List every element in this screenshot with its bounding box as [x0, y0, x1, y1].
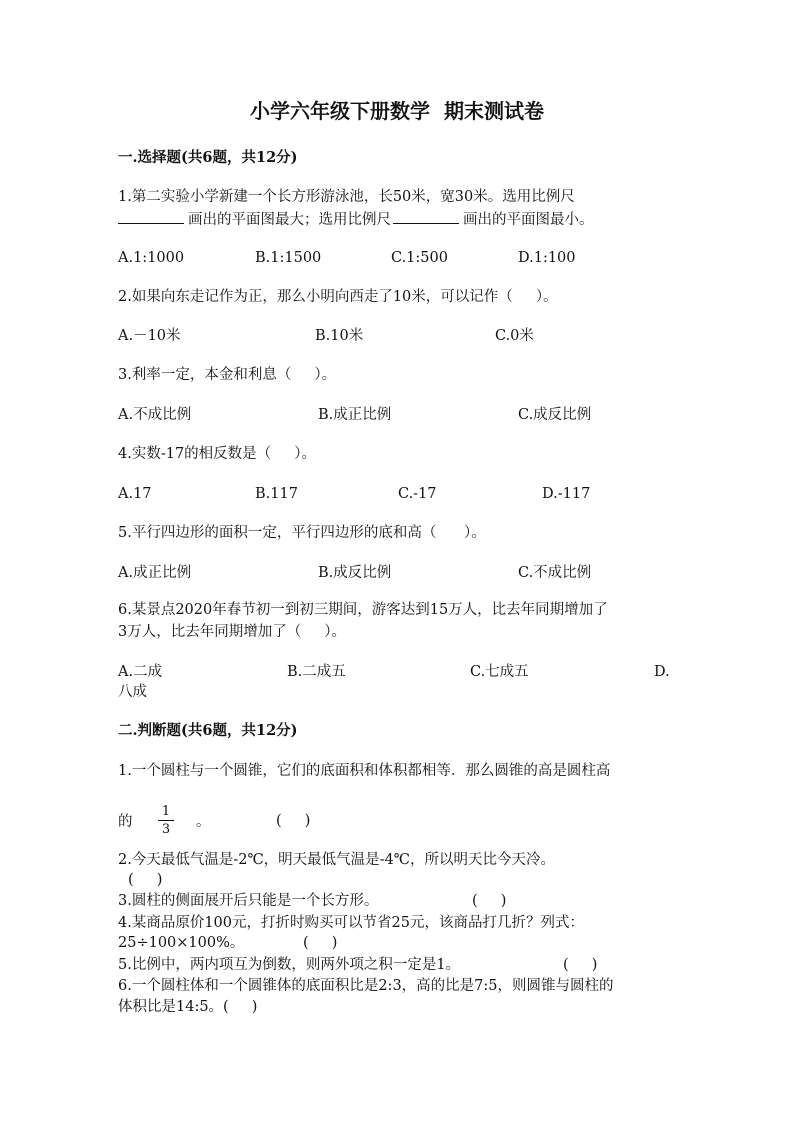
option-d-continued[interactable]: 八成 [118, 684, 147, 700]
judge-6-line1: 6.一个圆柱体和一个圆锥体的底面积比是2:3，高的比是7:5，则圆锥与圆柱的 [118, 978, 614, 994]
option-d[interactable]: D.1:100 [518, 250, 576, 266]
page-title: 小学六年级下册数学 期末测试卷 [250, 99, 544, 123]
option-b[interactable]: B.成正比例 [318, 407, 392, 423]
judge-5-bracket[interactable]: ( ) [563, 957, 598, 973]
question-6-line2: 3万人，比去年同期增加了（ ）。 [118, 624, 347, 640]
option-a[interactable]: A.1:1000 [118, 250, 185, 266]
option-c[interactable]: C.成反比例 [518, 407, 592, 423]
option-d[interactable]: D.-117 [542, 486, 591, 502]
question-2: 2.如果向东走记作为正，那么小明向西走了10米，可以记作（ ）。 [118, 289, 558, 305]
option-b[interactable]: B.成反比例 [318, 565, 392, 581]
question-1-end: 画出的平面图最小。 [463, 212, 594, 228]
option-a[interactable]: A.成正比例 [118, 565, 192, 581]
judge-4-line1: 4.某商品原价100元，打折时购买可以节省25元，该商品打几折？列式： [118, 915, 584, 931]
option-c[interactable]: C.-17 [398, 486, 437, 502]
option-b[interactable]: B.117 [255, 486, 298, 502]
judge-2-line1: 2.今天最低气温是-2℃，明天最低气温是-4℃，所以明天比今天冷。 [118, 852, 556, 868]
option-a[interactable]: A.17 [118, 486, 152, 502]
fraction-numerator: 1 [161, 804, 171, 819]
option-a[interactable]: A.二成 [118, 664, 163, 680]
judge-2-bracket[interactable]: ( ) [128, 872, 163, 888]
judge-3: 3.圆柱的侧面展开后只能是一个长方形。 [118, 893, 379, 909]
option-b[interactable]: B.二成五 [287, 664, 346, 680]
option-c[interactable]: C.1:500 [391, 250, 448, 266]
option-c[interactable]: C.七成五 [470, 664, 529, 680]
judge-5: 5.比例中，两内项互为倒数，则两外项之积一定是1。 [118, 957, 461, 973]
option-d[interactable]: D. [654, 664, 670, 680]
question-1-mid: 画出的平面图最大；选用比例尺 [188, 212, 391, 228]
judge-1-suffix: 。 [196, 814, 211, 830]
question-1-line2 [118, 209, 594, 230]
question-4: 4.实数-17的相反数是（ ）。 [118, 446, 316, 462]
option-c[interactable]: C.不成比例 [518, 565, 592, 581]
judge-4-line2: 25÷100×100%。 [118, 935, 245, 951]
option-a[interactable]: A.不成比例 [118, 407, 192, 423]
judge-1-prefix: 的 [118, 814, 133, 830]
question-3: 3.利率一定，本金和利息（ ）。 [118, 367, 337, 383]
section-heading-judgement: 二.判断题(共6题，共12分) [118, 722, 298, 739]
option-b[interactable]: B.1:1500 [255, 250, 322, 266]
section-heading-choice: 一.选择题(共6题，共12分) [118, 149, 298, 166]
option-b[interactable]: B.10米 [315, 328, 364, 344]
answer-blank[interactable] [393, 209, 459, 224]
question-5: 5.平行四边形的面积一定，平行四边形的底和高（ ）。 [118, 525, 486, 541]
answer-blank[interactable] [118, 209, 184, 224]
option-a[interactable]: A.－10米 [118, 328, 181, 344]
judge-6-line2: 体积比是14:5。( ) [118, 999, 258, 1015]
fraction-denominator: 3 [161, 822, 171, 837]
judge-1-bracket[interactable]: ( ) [276, 813, 311, 829]
judge-3-bracket[interactable]: ( ) [472, 893, 507, 909]
judge-1-line1: 1.一个圆柱与一个圆锥，它们的底面积和体积都相等．那么圆锥的高是圆柱高 [118, 763, 611, 779]
question-6-line1: 6.某景点2020年春节初一到初三期间，游客达到15万人，比去年同期增加了 [118, 602, 608, 618]
fraction-one-third [158, 804, 174, 837]
judge-4-bracket[interactable]: ( ) [303, 935, 338, 951]
option-c[interactable]: C.0米 [495, 328, 534, 344]
question-1-line1: 1.第二实验小学新建一个长方形游泳池，长50米，宽30米。选用比例尺 [118, 189, 575, 205]
